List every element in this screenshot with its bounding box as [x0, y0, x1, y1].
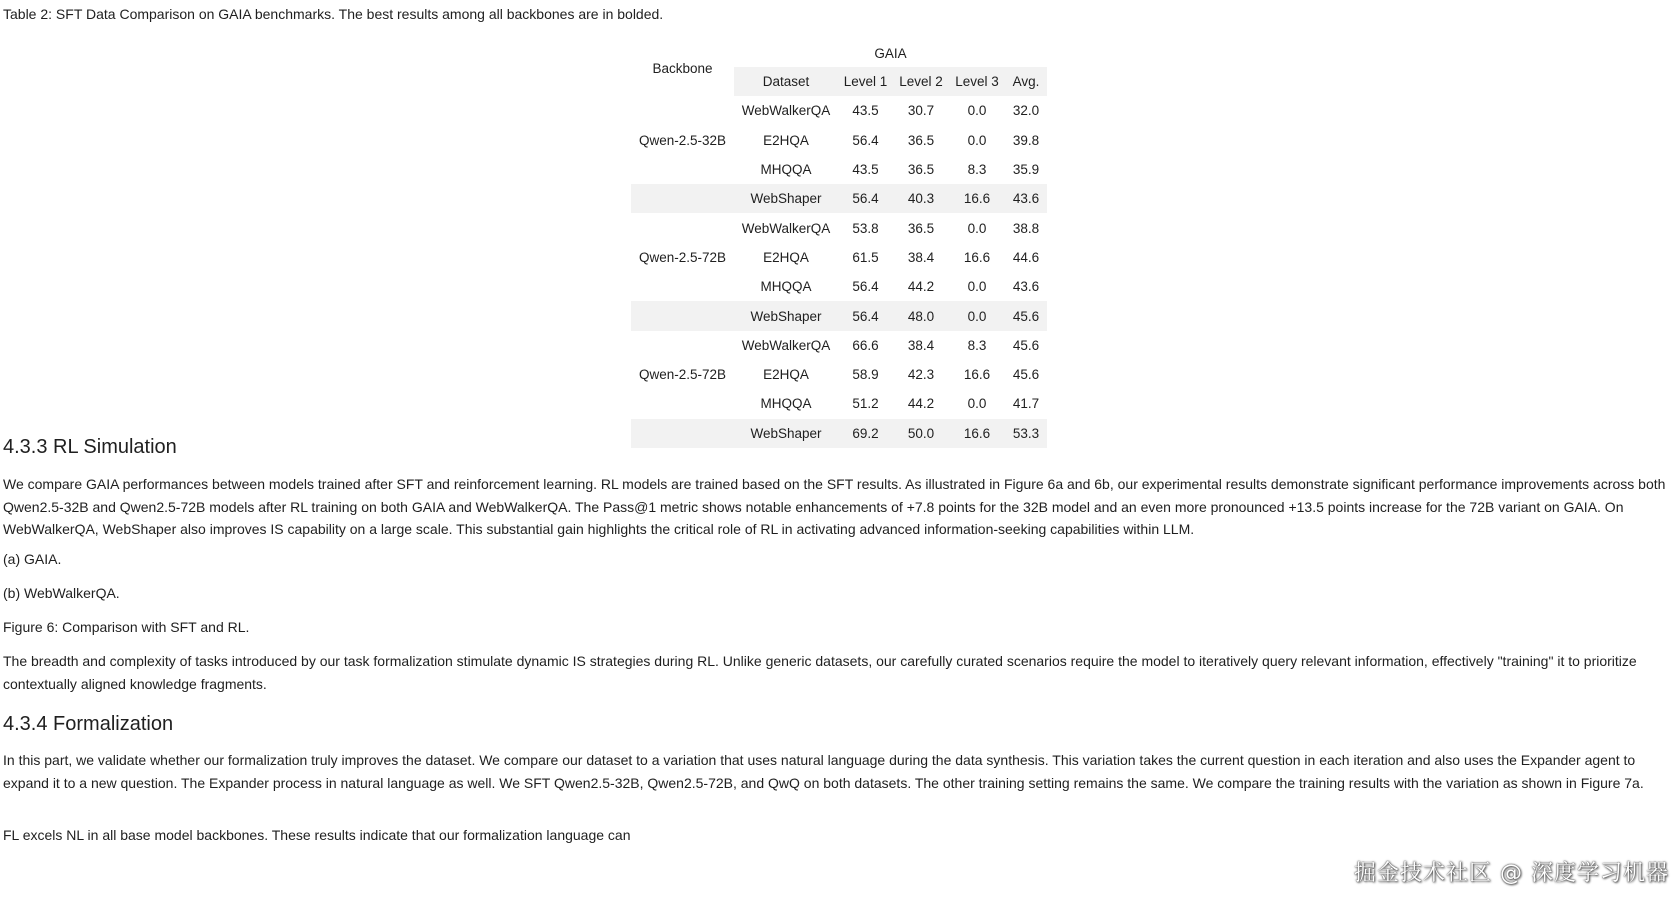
- value-cell: 48.0: [893, 301, 949, 330]
- column-header: Level 2: [893, 67, 949, 96]
- table-row: [631, 155, 1047, 184]
- value-cell: 56.4: [852, 279, 879, 295]
- table-row: [631, 126, 1047, 155]
- section-title-rl: 4.3.3 RL Simulation: [3, 436, 177, 458]
- table-row: [631, 389, 1047, 418]
- value-cell: 32.0: [1012, 103, 1040, 119]
- value-cell: 45.6: [1005, 301, 1047, 330]
- value-cell: 45.6: [1012, 337, 1040, 353]
- value-cell: 53.3: [1005, 419, 1047, 448]
- header-backbone: Backbone: [652, 60, 713, 76]
- dataset-cell: WebShaper: [734, 301, 838, 330]
- dataset-cell: WebWalkerQA: [741, 337, 831, 353]
- dataset-cell: WebShaper: [734, 419, 838, 448]
- value-cell: 38.4: [907, 249, 935, 265]
- value-cell: 43.5: [852, 162, 879, 178]
- table-row: [631, 213, 1047, 242]
- value-cell: 42.3: [907, 367, 935, 383]
- dataset-cell: MHQQA: [760, 396, 812, 412]
- table-row: [631, 272, 1047, 301]
- column-header: Level 3: [949, 67, 1005, 96]
- value-cell: 66.6: [852, 337, 879, 353]
- value-cell: 0.0: [967, 279, 987, 295]
- figure-subcaption-a: (a) GAIA.: [3, 551, 62, 567]
- value-cell: 0.0: [967, 103, 987, 119]
- value-cell: 0.0: [967, 132, 987, 148]
- table-row: [631, 419, 1047, 448]
- value-cell: 40.3: [893, 184, 949, 213]
- column-header: Avg.: [1005, 67, 1047, 96]
- table-row: [631, 331, 1047, 360]
- dataset-cell: WebShaper: [734, 184, 838, 213]
- value-cell: 38.8: [1012, 220, 1040, 236]
- paragraph-rl: We compare GAIA performances between models trained after SFT and reinforcement learning. RL models are trained based on the SFT results. As illustrated in Figure 6a and 6b, our experimental results demonstrate significant performance improvements across both Qwen2.5-32B and Qwen2.5-72B models after RL training on both GAIA and WebWalkerQA. The Pass@1 metric shows notable enhancements of +7.8 points for the 32B model and an even more pronounced +13.5 points increase for the 72B variant on GAIA. On WebWalkerQA, WebShaper also improves IS capability on a large scale. This substantial gain highlights the critical role of RL in activating advanced information-seeking capabilities within LLM.: [3, 476, 1666, 537]
- backbone-cell: [631, 389, 734, 418]
- value-cell: 16.6: [949, 184, 1005, 213]
- value-cell: 58.9: [852, 367, 879, 383]
- backbone-cell: [631, 96, 734, 125]
- value-cell: 30.7: [907, 103, 935, 119]
- value-cell: 0.0: [967, 220, 987, 236]
- dataset-cell: WebWalkerQA: [741, 103, 831, 119]
- results-table: [631, 40, 1047, 448]
- value-cell: 43.6: [1012, 279, 1040, 295]
- value-cell: 41.7: [1012, 396, 1040, 412]
- table-row: [631, 301, 1047, 330]
- dataset-cell: E2HQA: [763, 132, 809, 148]
- backbone-cell: [631, 272, 734, 301]
- table-row: [631, 243, 1047, 272]
- backbone-cell: [631, 419, 734, 448]
- backbone-cell: [631, 301, 734, 330]
- value-cell: 0.0: [967, 396, 987, 412]
- dataset-cell: MHQQA: [760, 162, 812, 178]
- value-cell: 44.6: [1012, 249, 1040, 265]
- backbone-cell: [631, 184, 734, 213]
- section-title-formalization: 4.3.4 Formalization: [3, 713, 174, 735]
- value-cell: 56.4: [838, 184, 893, 213]
- value-cell: 0.0: [949, 301, 1005, 330]
- value-cell: 69.2: [838, 419, 893, 448]
- table-row: [631, 96, 1047, 125]
- value-cell: 53.8: [852, 220, 879, 236]
- paragraph-fl: FL excels NL in all base model backbones. These results indicate that our formalization language can: [3, 827, 631, 843]
- value-cell: 35.9: [1012, 162, 1040, 178]
- value-cell: 36.5: [907, 220, 935, 236]
- value-cell: 16.6: [949, 419, 1005, 448]
- backbone-cell: [631, 213, 734, 242]
- value-cell: 50.0: [893, 419, 949, 448]
- table-row: [631, 360, 1047, 389]
- header-gaia: GAIA: [874, 46, 907, 61]
- value-cell: 56.4: [852, 132, 879, 148]
- value-cell: 44.2: [907, 396, 935, 412]
- value-cell: 61.5: [852, 249, 879, 265]
- paragraph-breadth: The breadth and complexity of tasks introduced by our task formalization stimulate dynamic IS strategies during RL. Unlike generic datasets, our carefully curated scenarios require the model to iteratively query relevant information, effectively "training" it to prioritize contextually aligned knowledge fragments.: [3, 653, 1637, 692]
- dataset-cell: E2HQA: [763, 367, 809, 383]
- paragraph-formalization: In this part, we validate whether our formalization truly improves the dataset. We compare our dataset to a variation that uses natural language during the data synthesis. This variation takes the current question in each iteration and also uses the Expander agent to expand it to a new question. The Expander process in natural language as well. We SFT Qwen2.5-32B, Qwen2.5-72B, and QwQ on both datasets. The other training setting remains the same. We compare the training results with the variation as shown in Figure 7a.: [3, 752, 1644, 791]
- value-cell: 16.6: [963, 367, 991, 383]
- column-header: Dataset: [734, 67, 838, 96]
- dataset-cell: MHQQA: [760, 279, 812, 295]
- results-table-container: [631, 40, 1047, 448]
- table-body: [631, 96, 1047, 448]
- backbone-cell: [631, 331, 734, 360]
- backbone-cell: [631, 155, 734, 184]
- value-cell: 38.4: [907, 337, 935, 353]
- table-row: [631, 184, 1047, 213]
- value-cell: 45.6: [1012, 367, 1040, 383]
- figure-subcaption-b: (b) WebWalkerQA.: [3, 585, 120, 601]
- watermark: 掘金技术社区 @ 深度学习机器: [1354, 861, 1669, 886]
- backbone-cell: Qwen-2.5-72B: [638, 249, 727, 265]
- value-cell: 43.6: [1005, 184, 1047, 213]
- value-cell: 51.2: [852, 396, 879, 412]
- figure-caption: Figure 6: Comparison with SFT and RL.: [3, 619, 250, 635]
- table-caption: Table 2: SFT Data Comparison on GAIA benchmarks. The best results among all backbones are in bolded.: [3, 6, 664, 22]
- backbone-cell: Qwen-2.5-72B: [638, 367, 727, 383]
- value-cell: 36.5: [907, 162, 935, 178]
- value-cell: 43.5: [852, 103, 879, 119]
- value-cell: 44.2: [907, 279, 935, 295]
- value-cell: 36.5: [907, 132, 935, 148]
- value-cell: 56.4: [838, 301, 893, 330]
- dataset-cell: WebWalkerQA: [741, 220, 831, 236]
- dataset-cell: E2HQA: [763, 249, 809, 265]
- value-cell: 16.6: [963, 249, 991, 265]
- column-header: Level 1: [838, 67, 893, 96]
- value-cell: 39.8: [1012, 132, 1040, 148]
- backbone-cell: Qwen-2.5-32B: [638, 132, 727, 148]
- value-cell: 8.3: [967, 337, 987, 353]
- value-cell: 8.3: [967, 162, 987, 178]
